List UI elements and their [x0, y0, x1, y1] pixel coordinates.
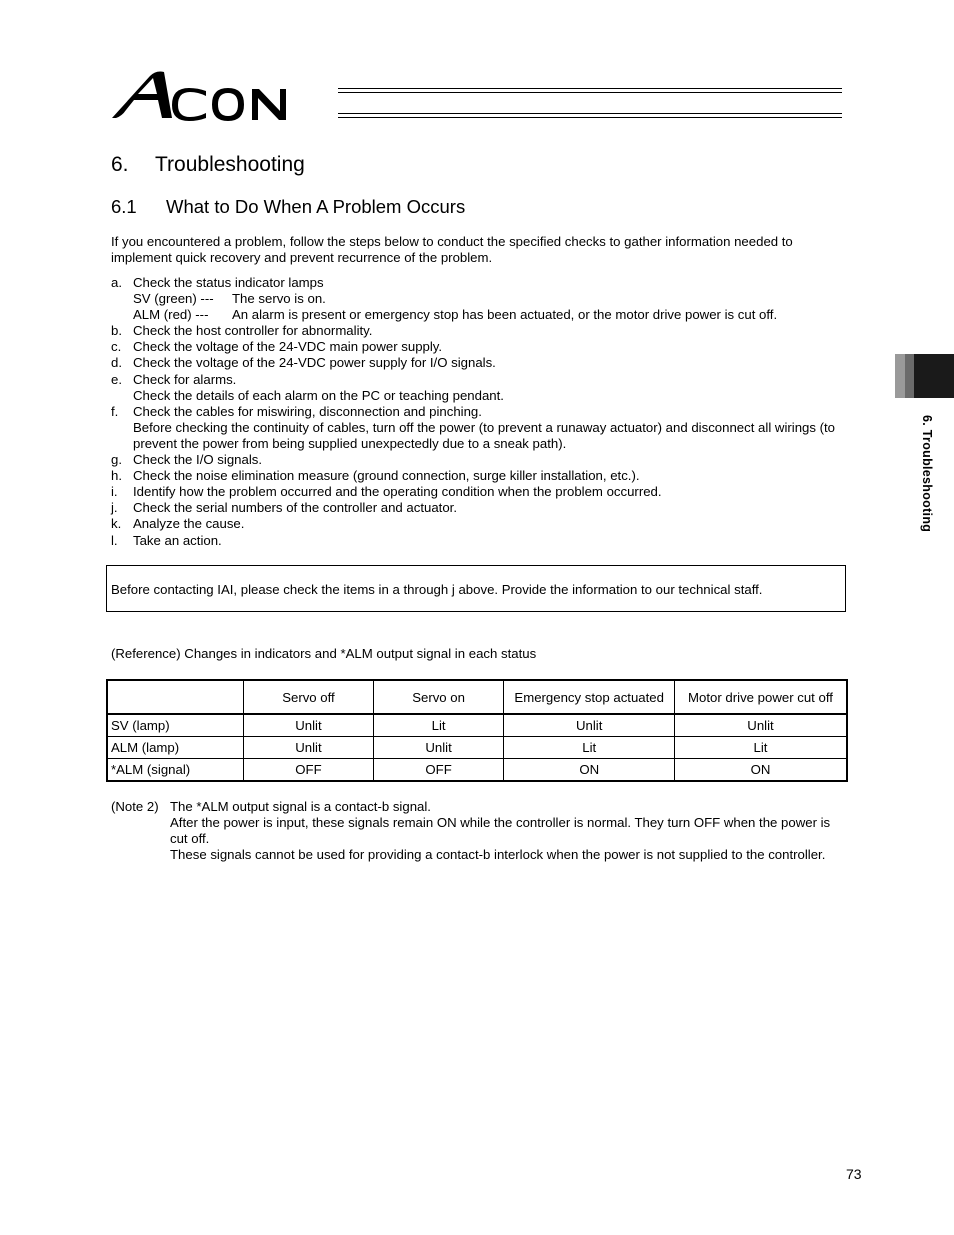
table-row: [107, 759, 847, 782]
acon-logo: [110, 70, 340, 122]
table-header-cell: Emergency stop actuated: [504, 680, 675, 714]
list-item: d. Check the voltage of the 24-VDC power supply for I/O signals.: [111, 355, 496, 371]
list-item: h. Check the noise elimination measure (ground connection, surge killer installation, etc.).: [111, 468, 640, 484]
list-item: l. Take an action.: [111, 532, 222, 548]
list-item: a. Check the status indicator lamps SV (green) --- The servo is on. ALM (red) --- An alarm is present or emergency stop has been actuated, or the motor drive power is cut off.: [111, 275, 778, 323]
table-cell: Lit: [373, 714, 504, 737]
list-item: e. Check for alarms. Check the details of each alarm on the PC or teaching pendant.: [111, 371, 504, 403]
list-item: c. Check the voltage of the 24-VDC main power supply.: [111, 339, 443, 355]
table-cell: Lit: [504, 737, 675, 759]
table-cell: Unlit: [675, 714, 848, 737]
chapter-tab: [895, 354, 954, 398]
list-item: k. Analyze the cause.: [111, 516, 245, 532]
table-cell: Unlit: [504, 714, 675, 737]
page-number: 73: [846, 1166, 862, 1182]
table-header-cell: Servo on: [373, 680, 504, 714]
table-header-cell: Servo off: [244, 680, 374, 714]
chapter-tab-label: 6. Troubleshooting: [920, 415, 934, 533]
header-rule: [338, 113, 842, 114]
intro-paragraph: If you encountered a problem, follow the steps below to conduct the specified checks to gather information needed to implement quick recovery and prevent recurrence of the problem.: [111, 234, 793, 265]
table-header-cell: [107, 680, 244, 714]
table-cell: OFF: [373, 759, 504, 782]
table-header-cell: Motor drive power cut off: [675, 680, 848, 714]
table-header-row: [107, 680, 847, 714]
section-title: 6. Troubleshooting: [111, 153, 305, 176]
check-steps-list: [111, 275, 841, 549]
status-table: [106, 679, 848, 782]
list-item: f. Check the cables for miswiring, disconnection and pinching. Before checking the continuity of cables, turn off the power (to prevent a runaway actuator) and disconnect all wirings (to prevent the power from being supplied unexpectedly due to a sneak path).: [111, 403, 836, 451]
table-cell: SV (lamp): [107, 714, 244, 737]
table-cell: OFF: [244, 759, 374, 782]
table-cell: Unlit: [373, 737, 504, 759]
table-cell: *ALM (signal): [107, 759, 244, 782]
table-cell: Lit: [675, 737, 848, 759]
header-rule: [338, 88, 842, 89]
subsection-title: 6.1 What to Do When A Problem Occurs: [111, 196, 466, 217]
list-item: j. Check the serial numbers of the controller and actuator.: [111, 500, 458, 516]
table-row: [107, 737, 847, 759]
list-item: i. Identify how the problem occurred and the operating condition when the problem occurred.: [111, 484, 662, 500]
table-cell: ALM (lamp): [107, 737, 244, 759]
contact-note-box: Before contacting IAI, please check the items in a through j above. Provide the information to our technical staff.: [106, 565, 846, 612]
list-item: b. Check the host controller for abnormality.: [111, 323, 373, 339]
table-cell: Unlit: [244, 737, 374, 759]
note-label: (Note 2): [111, 799, 159, 814]
header-rule: [338, 117, 842, 118]
table-cell: ON: [504, 759, 675, 782]
note-2: (Note 2) The *ALM output signal is a contact-b signal. After the power is input, these signals remain ON while the controller is normal. They turn OFF when the power is cut off. These signals cannot be used for providing a contact-b interlock when the power is not supplied to the controller.: [111, 799, 831, 863]
header-rule: [338, 92, 842, 93]
table-cell: Unlit: [244, 714, 374, 737]
table-row: [107, 714, 847, 737]
list-item: g. Check the I/O signals.: [111, 452, 263, 468]
table-cell: ON: [675, 759, 848, 782]
reference-caption: (Reference) Changes in indicators and *ALM output signal in each status: [111, 646, 537, 661]
